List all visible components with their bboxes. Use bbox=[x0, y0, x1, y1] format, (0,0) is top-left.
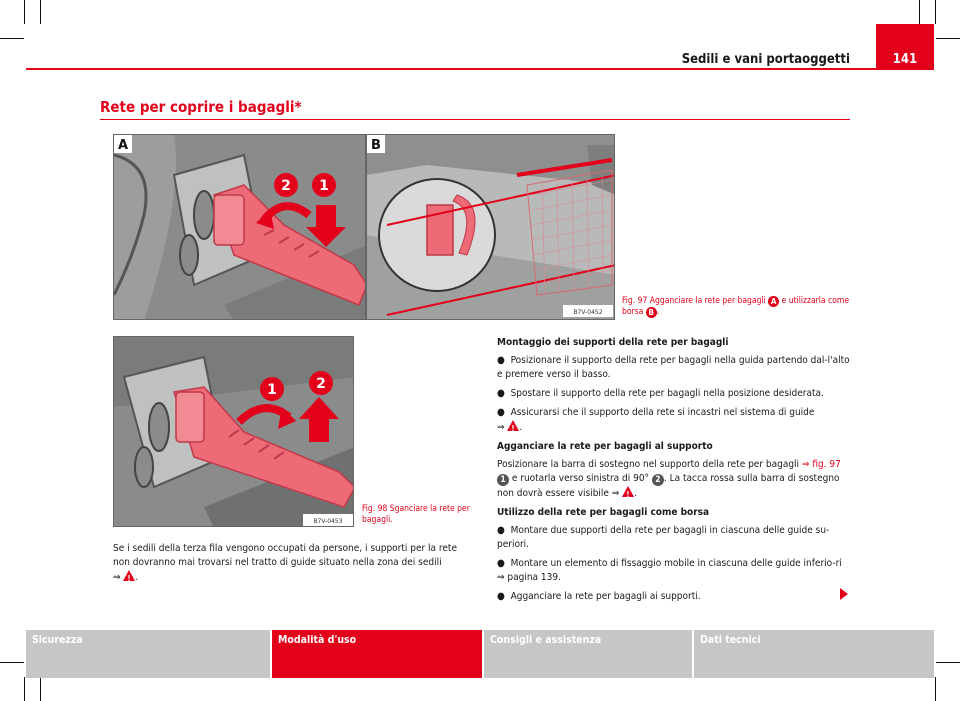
right-text-block: Montaggio dei supporti della rete per bagagli ● Posizionare il supporto della rete per bagagli nella guida partendo dal-l'alto e premere verso il basso. ● Spostare il supporto della rete per bagagli nella posizione desiderata. ● Assicurarsi che il supporto della rete si incastri nel sistema di guide ⇒ ! . Agganciare la rete per bagagli al supporto Posizionare la barra di sostegno nel supporto della rete per bagagli ⇒ fig. 97 1 e ruotarla verso sinistra di 90° 2 . La tacca rossa sulla barra di sostegno non dovrà essere visibile ⇒ ! . Utilizzo della rete per bagagli come borsa ● Montare due supporti della rete per bagagli in ciascuna delle guide su-periori. ● Montare un elemento di fissaggio mobile in ciascuna delle guide inferio-ri ⇒ pagina 139. ● Agganciare la rete per bagagli ai supporti. bbox=[497, 336, 852, 609]
crop-mark bbox=[40, 677, 41, 701]
figure-97-caption-marker-a: A bbox=[768, 296, 779, 307]
footer-tab-sicurezza[interactable]: Sicurezza bbox=[26, 630, 270, 678]
warning-triangle-icon[interactable] bbox=[622, 486, 634, 497]
left-text-block: Se i sedili della terza fila vengono occupati da persone, i supporti per la rete non dovranno mai trovarsi nel tratto di guide situato nella zona dei sedili ⇒ ! . bbox=[113, 542, 473, 590]
figure-97-caption bbox=[622, 296, 850, 318]
bullet-step-5: Montare un elemento di fissaggio mobile in ciascuna delle guide inferio-ri ⇒ pagina 139. bbox=[497, 558, 842, 583]
crop-mark bbox=[0, 38, 24, 39]
agganciare-text-b: e ruotarla verso sinistra di 90° bbox=[511, 473, 650, 484]
figure-97-label-b: B bbox=[371, 138, 381, 153]
bullet-icon: ● bbox=[497, 388, 505, 399]
figure-98-caption: Fig. 98 Sganciare la rete per bagagli. bbox=[362, 504, 470, 525]
heading-agganciare: Agganciare la rete per bagagli al supporto bbox=[497, 441, 713, 452]
agganciare-text-c: . La tacca rossa sulla barra di sostegno non dovrà essere visibile ⇒ bbox=[497, 473, 840, 499]
figure-97-panel-b bbox=[366, 134, 615, 320]
heading-utilizzo: Utilizzo della rete per bagagli come borsa bbox=[497, 507, 710, 518]
figure-98-illustration bbox=[114, 337, 354, 527]
footer-tab-consigli-assistenza[interactable]: Consigli e assistenza bbox=[484, 630, 692, 678]
step-marker-2: 2 bbox=[652, 474, 664, 486]
bullet-icon: ● bbox=[497, 558, 505, 569]
bullet-step-6: Agganciare la rete per bagagli ai supporti. bbox=[510, 591, 701, 602]
figure-98-callout-1: 1 bbox=[267, 382, 277, 398]
bullet-icon: ● bbox=[497, 525, 505, 536]
seat-warning-paragraph: Se i sedili della terza fila vengono occupati da persone, i supporti per la rete non dovranno mai trovarsi nel tratto di guide situato nella zona dei sedili bbox=[113, 543, 457, 568]
header-rule bbox=[26, 68, 934, 70]
figure-97-a-illustration bbox=[114, 135, 366, 320]
warning-arrow: ⇒ bbox=[113, 572, 121, 583]
bullet-step-2: Spostare il supporto della rete per bagagli nella posizione desiderata. bbox=[510, 388, 824, 399]
figure-98-callout-2: 2 bbox=[316, 376, 326, 392]
section-rule bbox=[100, 119, 850, 120]
crop-mark bbox=[0, 662, 24, 663]
warning-triangle-icon[interactable] bbox=[507, 420, 519, 431]
continue-arrow-icon[interactable] bbox=[840, 588, 848, 600]
figure-97-panel-a bbox=[113, 134, 366, 320]
figure-97-caption-prefix: Fig. 97 Agganciare la rete per bagagli bbox=[622, 296, 766, 306]
crop-mark bbox=[40, 0, 41, 24]
crop-mark bbox=[24, 0, 25, 24]
step-marker-1: 1 bbox=[497, 474, 509, 486]
figure-97-caption-middle: e utilizzarla come borsa bbox=[622, 296, 850, 317]
bullet-step-1: Posizionare il supporto della rete per bagagli nella guida partendo dal-l'alto e premere verso il basso. bbox=[497, 355, 850, 380]
crop-mark bbox=[935, 677, 936, 701]
figure-97-callout-1: 1 bbox=[319, 178, 329, 194]
agganciare-text-a: Posizionare la barra di sostegno nel supporto della rete per bagagli bbox=[497, 459, 800, 470]
running-header-title: Sedili e vani portaoggetti bbox=[681, 52, 850, 67]
heading-montaggio: Montaggio dei supporti della rete per bagagli bbox=[497, 337, 729, 348]
bullet-icon: ● bbox=[497, 591, 505, 602]
figure-97-caption-marker-b: B bbox=[646, 307, 657, 318]
figure-97-label-a: A bbox=[117, 138, 129, 153]
bullet-step-3: Assicurarsi che il supporto della rete si incastri nel sistema di guide bbox=[510, 407, 815, 418]
page-number: 141 bbox=[892, 52, 918, 67]
bullet-icon: ● bbox=[497, 407, 505, 418]
warning-arrow: ⇒ bbox=[497, 422, 505, 433]
figure-97-callout-2: 2 bbox=[281, 178, 291, 194]
footer-tab-modalita-uso[interactable]: Modalità d'uso bbox=[272, 630, 482, 678]
crop-mark bbox=[935, 0, 936, 24]
crop-mark bbox=[24, 677, 25, 701]
figure-97-b-illustration bbox=[367, 135, 615, 320]
figure-98-code: B7V-0453 bbox=[313, 518, 343, 525]
bullet-step-4: Montare due supporti della rete per bagagli in ciascuna delle guide su-periori. bbox=[497, 525, 830, 550]
warning-triangle-icon[interactable] bbox=[123, 570, 135, 581]
figure-98 bbox=[113, 336, 354, 527]
bullet-icon: ● bbox=[497, 355, 505, 366]
footer-tab-dati-tecnici[interactable]: Dati tecnici bbox=[694, 630, 934, 678]
figure-97-code: B7V-0452 bbox=[573, 309, 603, 316]
crop-mark bbox=[936, 38, 960, 39]
crop-mark bbox=[936, 662, 960, 663]
figure-97-caption-end: . bbox=[656, 307, 660, 317]
crop-mark bbox=[919, 0, 920, 24]
section-title: Rete per coprire i bagagli* bbox=[100, 98, 302, 116]
figure-97-reference-link[interactable]: ⇒ fig. 97 bbox=[801, 459, 841, 470]
